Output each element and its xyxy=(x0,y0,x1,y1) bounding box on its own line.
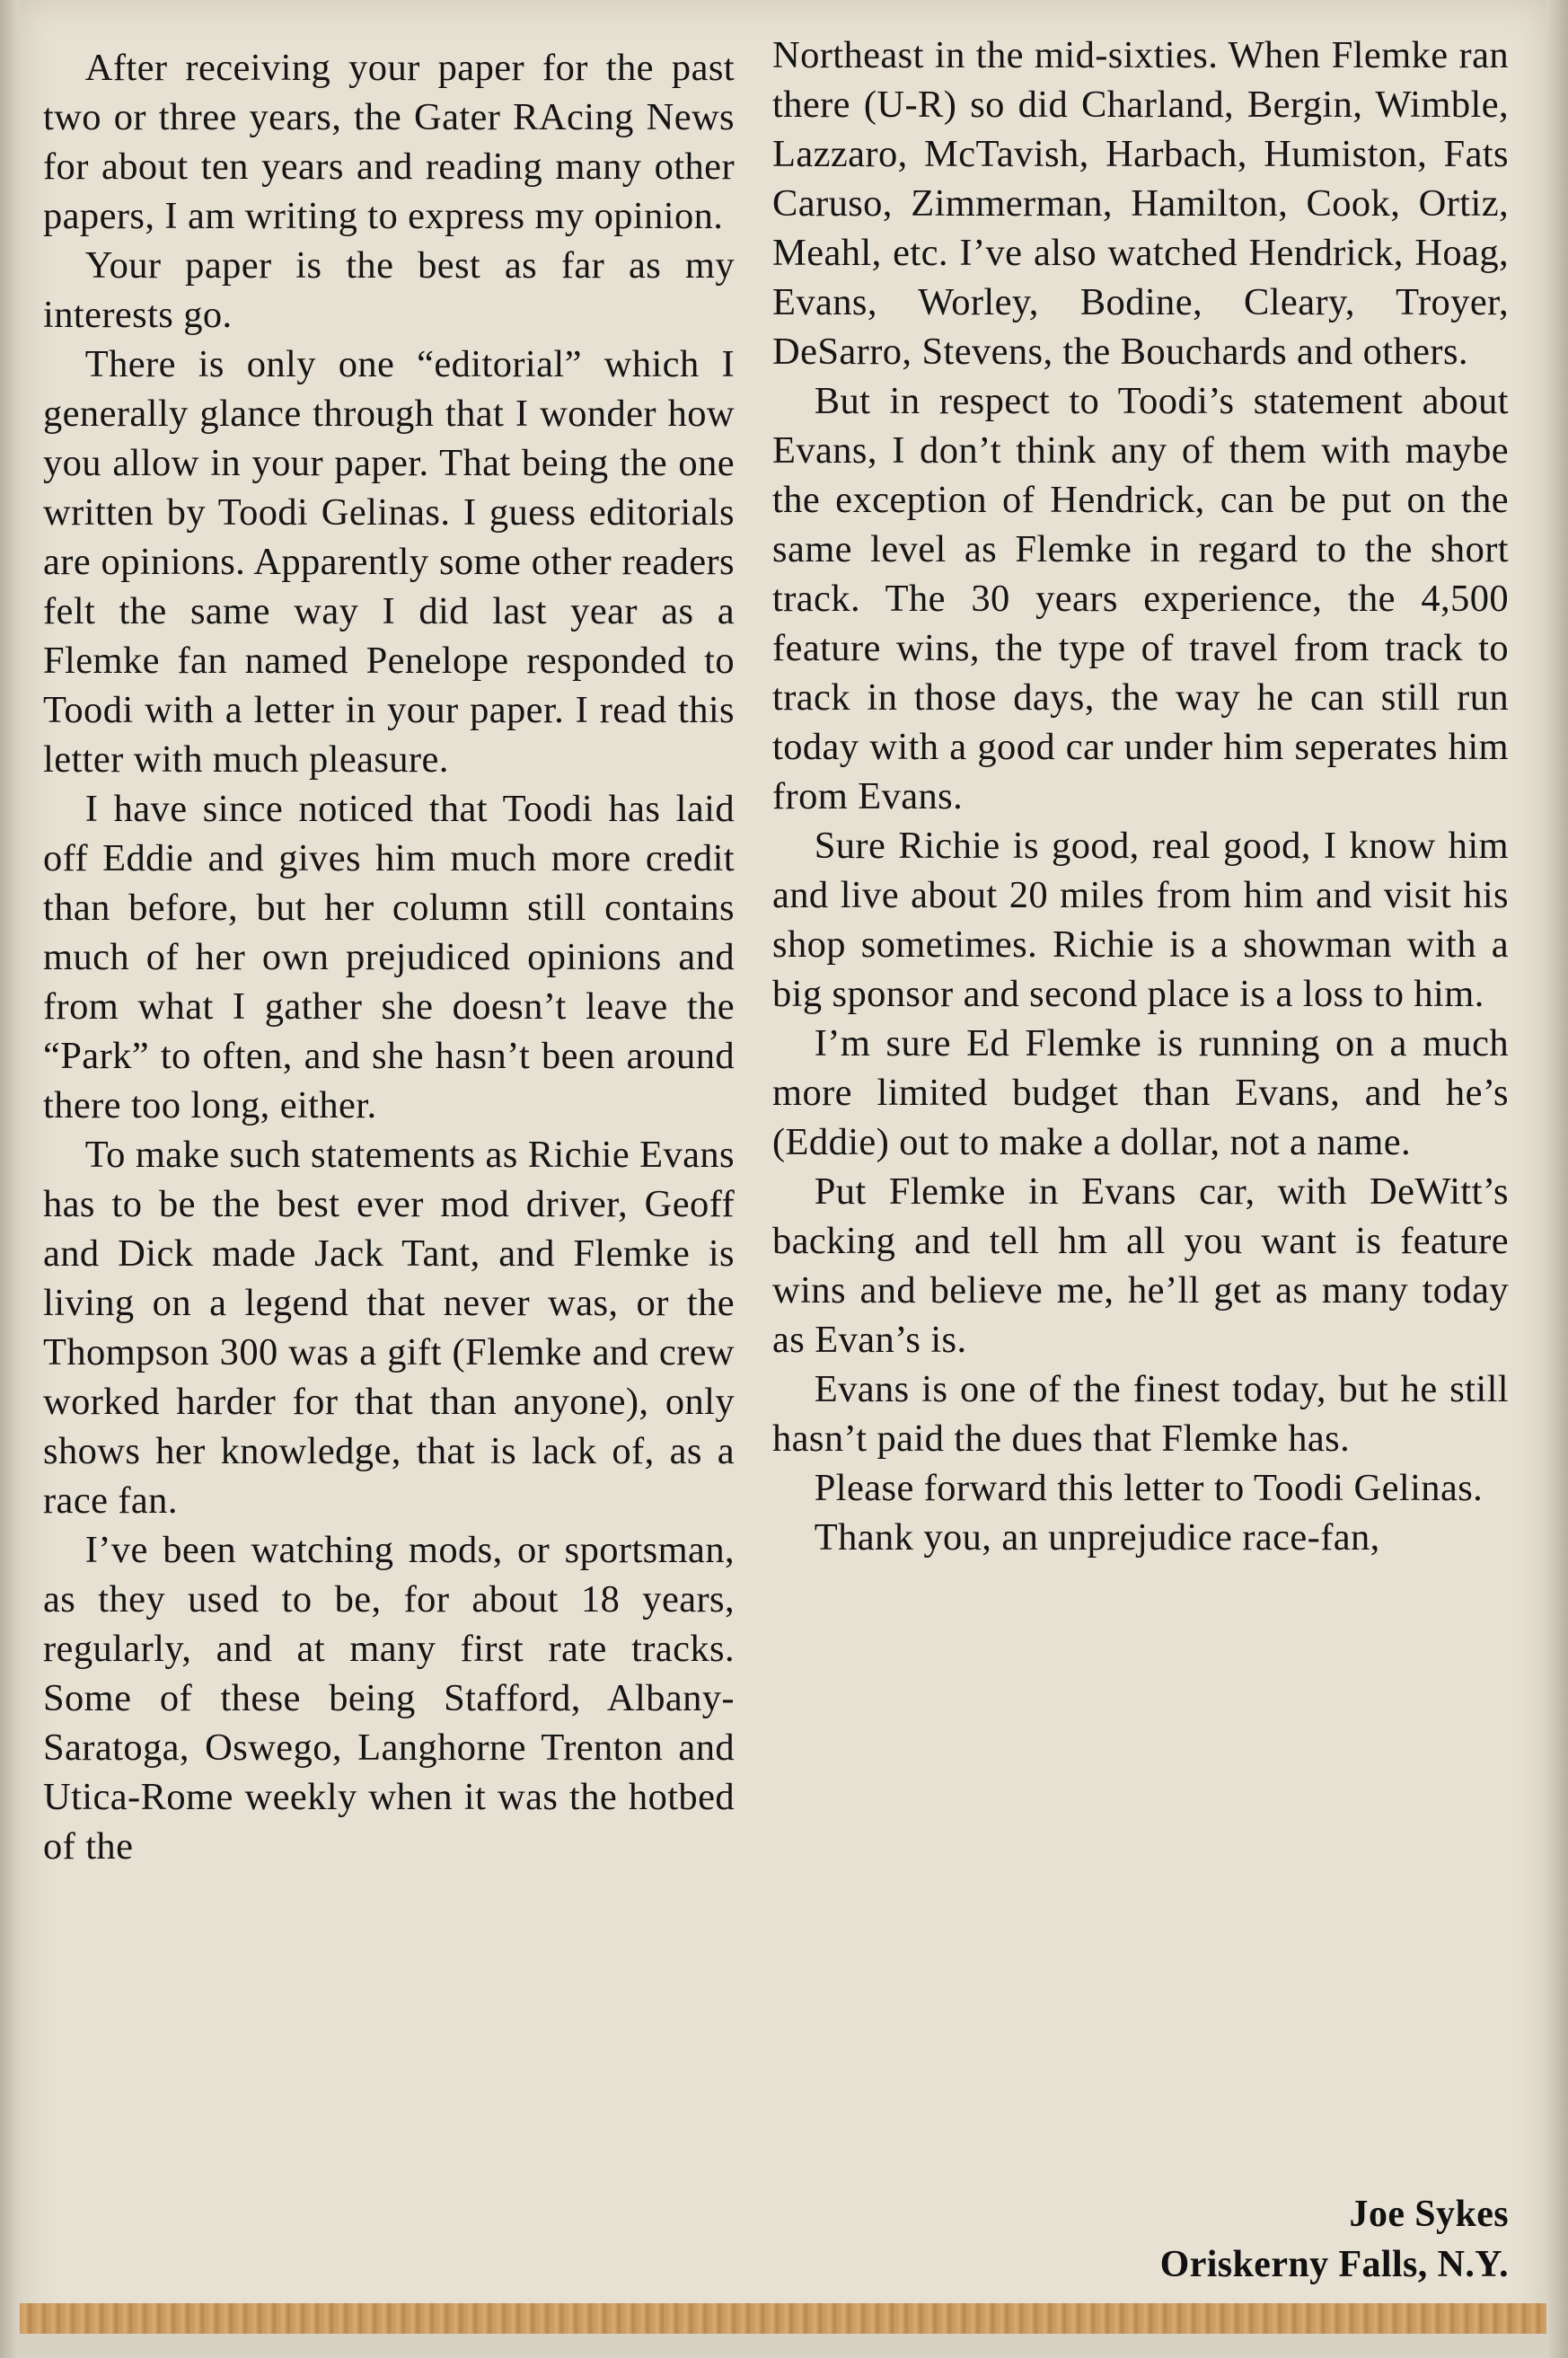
paragraph: I’m sure Ed Flemke is running on a much more limited budget than Evans, and he’s (Eddie) out to make a dollar, not a name. xyxy=(772,1022,1509,1163)
paragraph-continuation: Northeast in the mid-sixties. When Flemke ran there (U-R) so did Charland, Bergin, Wimble, Lazzaro, McTavish, Harbach, Humiston, Fats Caruso, Zimmerman, Hamilton, Cook, Ortiz, Meahl, etc. I’ve also watched Hendrick, Hoag, Evans, Worley, Bodine, Cleary, Troyer, DeSarro, Stevens, the Bouchards and others. xyxy=(772,34,1509,373)
paragraph: Thank you, an unprejudice race-fan, xyxy=(814,1516,1380,1559)
signature-location: Oriskerny Falls, N.Y. xyxy=(1159,2244,1509,2285)
left-column xyxy=(43,43,735,2289)
newspaper-clipping xyxy=(20,0,1546,2334)
signature-block xyxy=(1160,2189,1509,2290)
right-column xyxy=(772,31,1509,2285)
frame-right-edge xyxy=(1548,0,1568,2358)
paragraph: There is only one “editorial” which I generally glance through that I wonder how you allow in your paper. That being the one written by Toodi Gelinas. I guess editorials are opinions. Apparently some other readers felt the same way I did last year as a Flemke fan named Penelope responded to Toodi with a letter in your paper. I read this letter with much pleasure. xyxy=(43,343,735,781)
torn-bottom-edge xyxy=(20,2303,1546,2334)
paragraph: Evans is one of the finest today, but he still hasn’t paid the dues that Flemke has. xyxy=(772,1368,1509,1460)
paragraph: I have since noticed that Toodi has laid off Eddie and gives him much more credit than before, but her column still contains much of her own prejudiced opinions and from what I gather she doesn’t leave the “Park” to often, and she hasn’t been around there too long, either. xyxy=(43,788,735,1126)
paragraph: Please forward this letter to Toodi Gelinas. xyxy=(814,1467,1484,1509)
paragraph: To make such statements as Richie Evans has to be the best ever mod driver, Geoff and Dick made Jack Tant, and Flemke is living on a legend that never was, or the Thompson 300 was a gift (Flemke and crew worked harder for that than anyone), only shows her knowledge, that is lack of, as a race fan. xyxy=(43,1134,735,1522)
paragraph: Sure Richie is good, real good, I know him and live about 20 miles from him and visit his shop sometimes. Richie is a showman with a big sponsor and second place is a loss to him. xyxy=(772,825,1509,1015)
paragraph: But in respect to Toodi’s statement about Evans, I don’t think any of them with maybe the exception of Hendrick, can be put on the same level as Flemke in regard to the short track. The 30 years experience, the 4,500 feature wins, the type of travel from track to track in those days, the way he can still run today with a good car under him seperates him from Evans. xyxy=(772,380,1509,817)
frame-left-edge xyxy=(0,0,18,2358)
paragraph: After receiving your paper for the past two or three years, the Gater RAcing News for about ten years and reading many other papers, I am writing to express my opinion. xyxy=(43,47,735,237)
paragraph: Put Flemke in Evans car, with DeWitt’s backing and tell hm all you want is feature wins and believe me, he’ll get as many today as Evan’s is. xyxy=(772,1170,1509,1361)
paragraph: Your paper is the best as far as my interests go. xyxy=(43,244,735,336)
paragraph: I’ve been watching mods, or sportsman, as they used to be, for about 18 years, regularly, and at many first rate tracks. Some of these being Stafford, Albany-Saratoga, Oswego, Langhorne Trenton and Utica-Rome weekly when it was the hotbed of the xyxy=(43,1529,735,1868)
signature-name: Joe Sykes xyxy=(1349,2194,1509,2235)
